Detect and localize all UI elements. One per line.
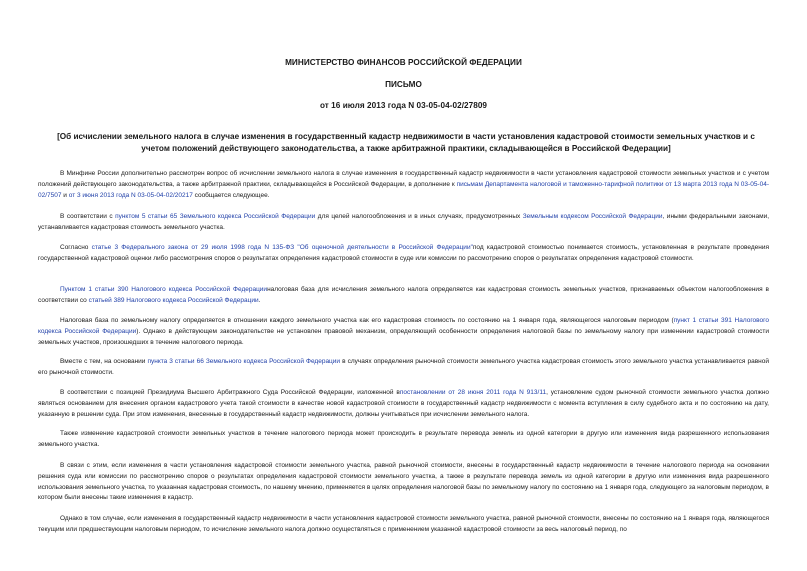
paragraph-text: Вместе с тем, на основании — [60, 358, 148, 365]
paragraph-8 — [38, 429, 769, 451]
paragraph-1 — [38, 169, 769, 201]
link-tax-code-art389[interactable]: статьей 389 Налогового кодекса Российской Федерации — [88, 296, 259, 304]
paragraph-text: в случаях определения рыночной стоимости земельного участка кадастровая стоимость этого земельного участка устанавливается равной его рыночной стоимости. — [38, 358, 769, 376]
link-land-code-art66[interactable]: пункта 3 статьи 66 Земельного кодекса Российской Федерации — [147, 358, 341, 365]
paragraph-text: В Минфине России дополнительно рассмотрен вопрос об исчислении земельного налога в случае изменения в государственный кадастр недвижимости в части установления кадастровой стоимости земельных участков и с учетом положений действующего законодательства, а также арбитражной практики, складывающейся в Российской Федерации, в дополнение к — [38, 170, 769, 188]
paragraph-text: Налоговая база по земельному налогу определяется в отношении каждого земельного участка как его кадастровая стоимость по состоянию на 1 января года, являющегося налоговым периодом ( — [60, 317, 674, 324]
paragraph-text: . — [258, 296, 261, 304]
paragraph-text: ). Однако в действующем законодательстве не установлен правовой механизм, определяющий особенности определения налоговой базы по земельному налогу при изменении кадастровой стоимости земельных участков, произошедших в течение налогового периода. — [38, 327, 769, 346]
paragraph-text: Однако в том случае, если изменения в государственный кадастр недвижимости в части установления кадастровой стоимости земельного участка, равной рыночной стоимости, внесены по состоянию на 1 января года, являющегося текущим или предшествующим налоговым периодом, то исчисление земельного налога должно осуществляться с применением указанной кадастровой стоимости за весь налоговый период, по — [38, 515, 769, 533]
link-land-code[interactable]: Земельным кодексом Российской Федерации — [522, 213, 663, 220]
paragraph-text: для целей налогообложения и в иных случаях, предусмотренных — [315, 213, 523, 220]
paragraph-text: , установление судом рыночной стоимости земельного участка должно являться основанием для внесения органом кадастрового учета такой стоимости в качестве новой кадастровой стоимости в государственный кадастр недвижимости с момента вступления в силу судебного акта и по состоянию на дату, указанную в решении суда. При этом изменения, внесенные в государственный кадастр недвижимости, должны учитываться при исчислении земельного налога. — [38, 389, 770, 418]
paragraph-text: , иными федеральными законами, устанавливается кадастровая стоимость земельного участка. — [38, 213, 770, 231]
paragraph-text: под кадастровой стоимостью понимается стоимость, установленная в результате проведения государственной кадастровой оценки либо рассмотрения споров о результатах определения кадастровой стоимости в суде или комиссии по рассмотрению споров о результатах определения кадастровой стоимости. — [38, 244, 769, 262]
link-land-code-art65[interactable]: пунктом 5 статьи 65 Земельного кодекса Российской Федерации — [115, 213, 316, 220]
link-tax-code-art391[interactable]: пункт 1 статьи 391 Налогового кодекса Российской Федерации — [38, 317, 769, 335]
paragraph-9 — [38, 461, 769, 504]
link-letter-20217[interactable]: от 3 июня 2013 года N 03-05-04-02/20217 — [68, 191, 193, 199]
paragraph-text: Также изменение кадастровой стоимости земельных участков в течение налогового периода может происходить в результате перевода земель из одной категории в другую или изменения вида разрешенного использования земельного участка. — [38, 430, 769, 448]
paragraph-4 — [38, 285, 769, 307]
link-resolution-913-11[interactable]: постановлении от 28 июня 2011 года N 913/11 — [399, 389, 547, 396]
link-federal-law-135[interactable]: статье 3 Федерального закона от 29 июля 1998 года N 135-ФЗ "Об оценочной деятельности в Российской Федерации" — [91, 244, 473, 251]
paragraph-3 — [38, 243, 769, 265]
paragraph-2 — [38, 212, 769, 234]
document-type-heading: ПИСЬМО — [385, 80, 422, 89]
link-letter-7507[interactable]: письмам Департамента налоговой и таможенно-тарифной политики от 13 марта 2013 года N 03-05-04-02/7507 — [38, 180, 769, 199]
paragraph-6 — [38, 357, 769, 379]
organization-heading: МИНИСТЕРСТВО ФИНАНСОВ РОССИЙСКОЙ ФЕДЕРАЦИИ — [285, 58, 522, 67]
link-tax-code-art390[interactable]: Пунктом 1 статьи 390 Налогового кодекса Российской Федерации — [60, 286, 268, 293]
paragraph-text: сообщается следующее. — [192, 191, 270, 199]
paragraph-10 — [38, 514, 769, 536]
document-date-number: от 16 июля 2013 года N 03-05-04-02/27809 — [319, 101, 488, 110]
paragraph-text: налоговая база для исчисления земельного налога определяется как кадастровая стоимость земельных участков, признаваемых объектом налогообложения в соответствии со — [38, 286, 769, 304]
paragraph-text: Согласно — [60, 244, 92, 251]
paragraph-7 — [38, 388, 769, 420]
document-title: [Об исчислении земельного налога в случае изменения в государственный кадастр недвижимости в части установления кадастровой стоимости земельных участков и с учетом положений действующего законодательства, а также арбитражной практики, складывающейся в Российской Федерации] — [57, 132, 755, 153]
paragraph-5 — [38, 316, 769, 348]
paragraph-text: В соответствии с позицией Президиума Высшего Арбитражного Суда Российской Федерации, изложенной в — [60, 389, 400, 396]
paragraph-text: и — [61, 191, 69, 199]
paragraph-text: В связи с этим, если изменения в части установления кадастровой стоимости земельного участка, равной рыночной стоимости, внесены в государственный кадастр недвижимости в течение налогового периода на основании решения суда или комиссии по рассмотрению споров о результатах определения кадастровой стоимости земельного участка, а также в результате перевода земель из одной категории в другую или изменения вида разрешенного использования земельного участка, то указанная кадастровая стоимость, по нашему мнению, применяется в целях определения налоговой базы по земельному налогу по состоянию на 1 января года, следующего за налоговым периодом, в котором были внесены такие изменения в кадастр. — [38, 462, 769, 502]
paragraph-text: В соответствии с — [60, 213, 116, 220]
